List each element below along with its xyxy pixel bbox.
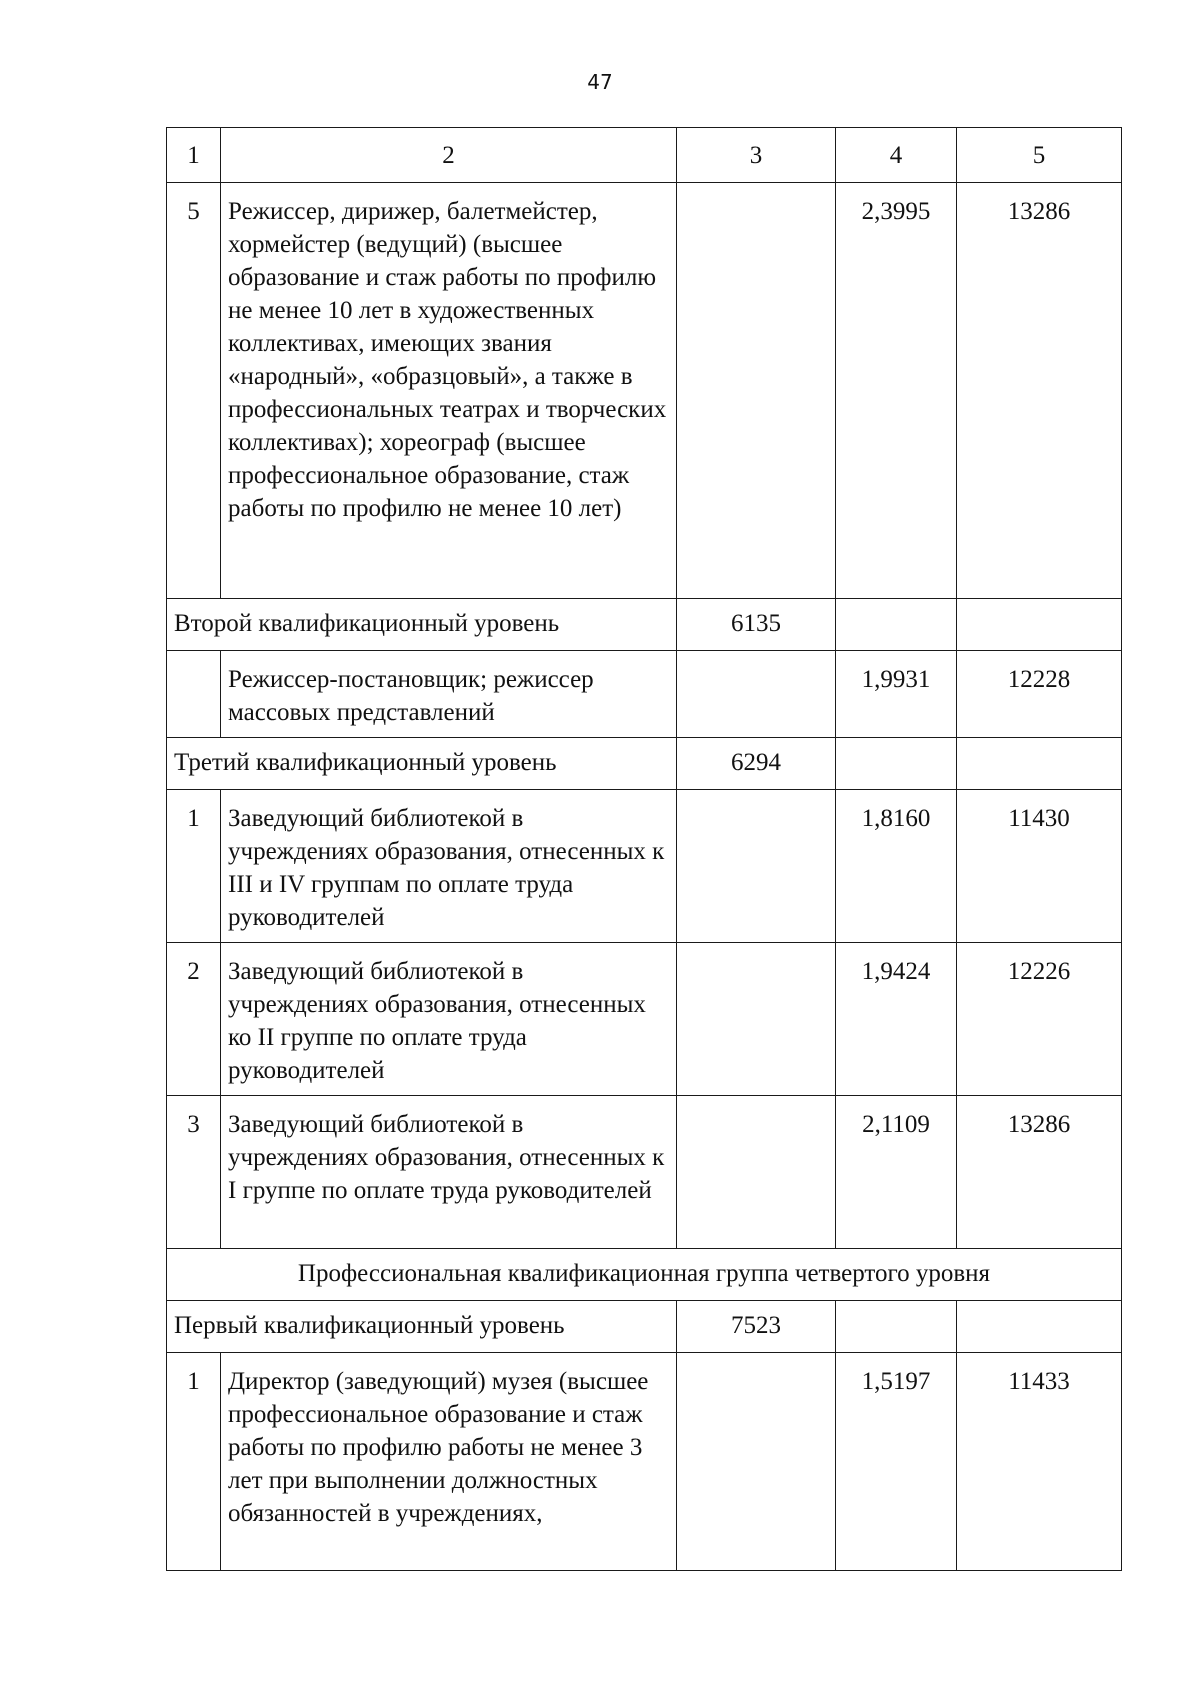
base-salary-cell: 6294	[677, 738, 836, 790]
column-header-2: 2	[221, 128, 677, 183]
row-number: 3	[167, 1096, 221, 1249]
row-number: 5	[167, 183, 221, 599]
coefficient-cell: 1,9424	[836, 943, 957, 1096]
position-description: Заведующий библиотекой в учреждениях образования, отнесенных ко II группе по оплате труда руководителей	[221, 943, 677, 1096]
column-header-5: 5	[957, 128, 1122, 183]
base-salary-cell	[677, 1096, 836, 1249]
position-description: Заведующий библиотекой в учреждениях образования, отнесенных к III и IV группам по оплате труда руководителей	[221, 790, 677, 943]
qualification-level-title: Второй квалификационный уровень	[167, 599, 677, 651]
qualification-level-title: Первый квалификационный уровень	[167, 1301, 677, 1353]
table-row	[167, 1096, 1122, 1249]
position-description: Директор (заведующий) музея (высшее профессиональное образование и стаж работы по профилю работы не менее 3 лет при выполнении должностных обязанностей в учреждениях,	[221, 1353, 677, 1571]
qualification-level-row	[167, 599, 1122, 651]
column-header-4: 4	[836, 128, 957, 183]
coefficient-cell: 2,1109	[836, 1096, 957, 1249]
coefficient-cell: 1,9931	[836, 651, 957, 738]
table-row	[167, 1353, 1122, 1571]
coefficient-cell: 1,5197	[836, 1353, 957, 1571]
table-row	[167, 651, 1122, 738]
base-salary-cell	[677, 943, 836, 1096]
column-header-3: 3	[677, 128, 836, 183]
salary-cell: 13286	[957, 183, 1122, 599]
salary-cell: 11430	[957, 790, 1122, 943]
salary-cell	[957, 738, 1122, 790]
base-salary-cell	[677, 1353, 836, 1571]
page-number: 47	[587, 70, 613, 94]
position-description: Режиссер, дирижер, балетмейстер, хормейстер (ведущий) (высшее образование и стаж работы по профилю не менее 10 лет в художественных коллективах, имеющих звания «народный», «образцовый», а также в профессиональных театрах и творческих коллективах); хореограф (высшее профессиональное образование, стаж работы по профилю не менее 10 лет)	[221, 183, 677, 599]
coefficient-cell	[836, 738, 957, 790]
table-header-row	[167, 128, 1122, 183]
table-row	[167, 790, 1122, 943]
base-salary-cell	[677, 790, 836, 943]
base-salary-cell	[677, 183, 836, 599]
row-number	[167, 651, 221, 738]
row-number: 2	[167, 943, 221, 1096]
qualification-group-row	[167, 1249, 1122, 1301]
salary-cell: 12226	[957, 943, 1122, 1096]
salary-cell	[957, 1301, 1122, 1353]
salary-cell: 12228	[957, 651, 1122, 738]
table-row	[167, 183, 1122, 599]
coefficient-cell: 1,8160	[836, 790, 957, 943]
row-number: 1	[167, 790, 221, 943]
qualification-level-title: Третий квалификационный уровень	[167, 738, 677, 790]
qualification-level-row	[167, 1301, 1122, 1353]
base-salary-cell: 7523	[677, 1301, 836, 1353]
qualification-level-row	[167, 738, 1122, 790]
table-row	[167, 943, 1122, 1096]
position-description: Заведующий библиотекой в учреждениях образования, отнесенных к I группе по оплате труда руководителей	[221, 1096, 677, 1249]
salary-cell	[957, 599, 1122, 651]
coefficient-cell: 2,3995	[836, 183, 957, 599]
qualification-table	[166, 127, 1122, 1571]
column-header-1: 1	[167, 128, 221, 183]
position-description: Режиссер-постановщик; режиссер массовых представлений	[221, 651, 677, 738]
qualification-group-title: Профессиональная квалификационная группа четвертого уровня	[167, 1249, 1122, 1301]
salary-cell: 11433	[957, 1353, 1122, 1571]
row-number: 1	[167, 1353, 221, 1571]
coefficient-cell	[836, 1301, 957, 1353]
base-salary-cell: 6135	[677, 599, 836, 651]
base-salary-cell	[677, 651, 836, 738]
coefficient-cell	[836, 599, 957, 651]
salary-cell: 13286	[957, 1096, 1122, 1249]
